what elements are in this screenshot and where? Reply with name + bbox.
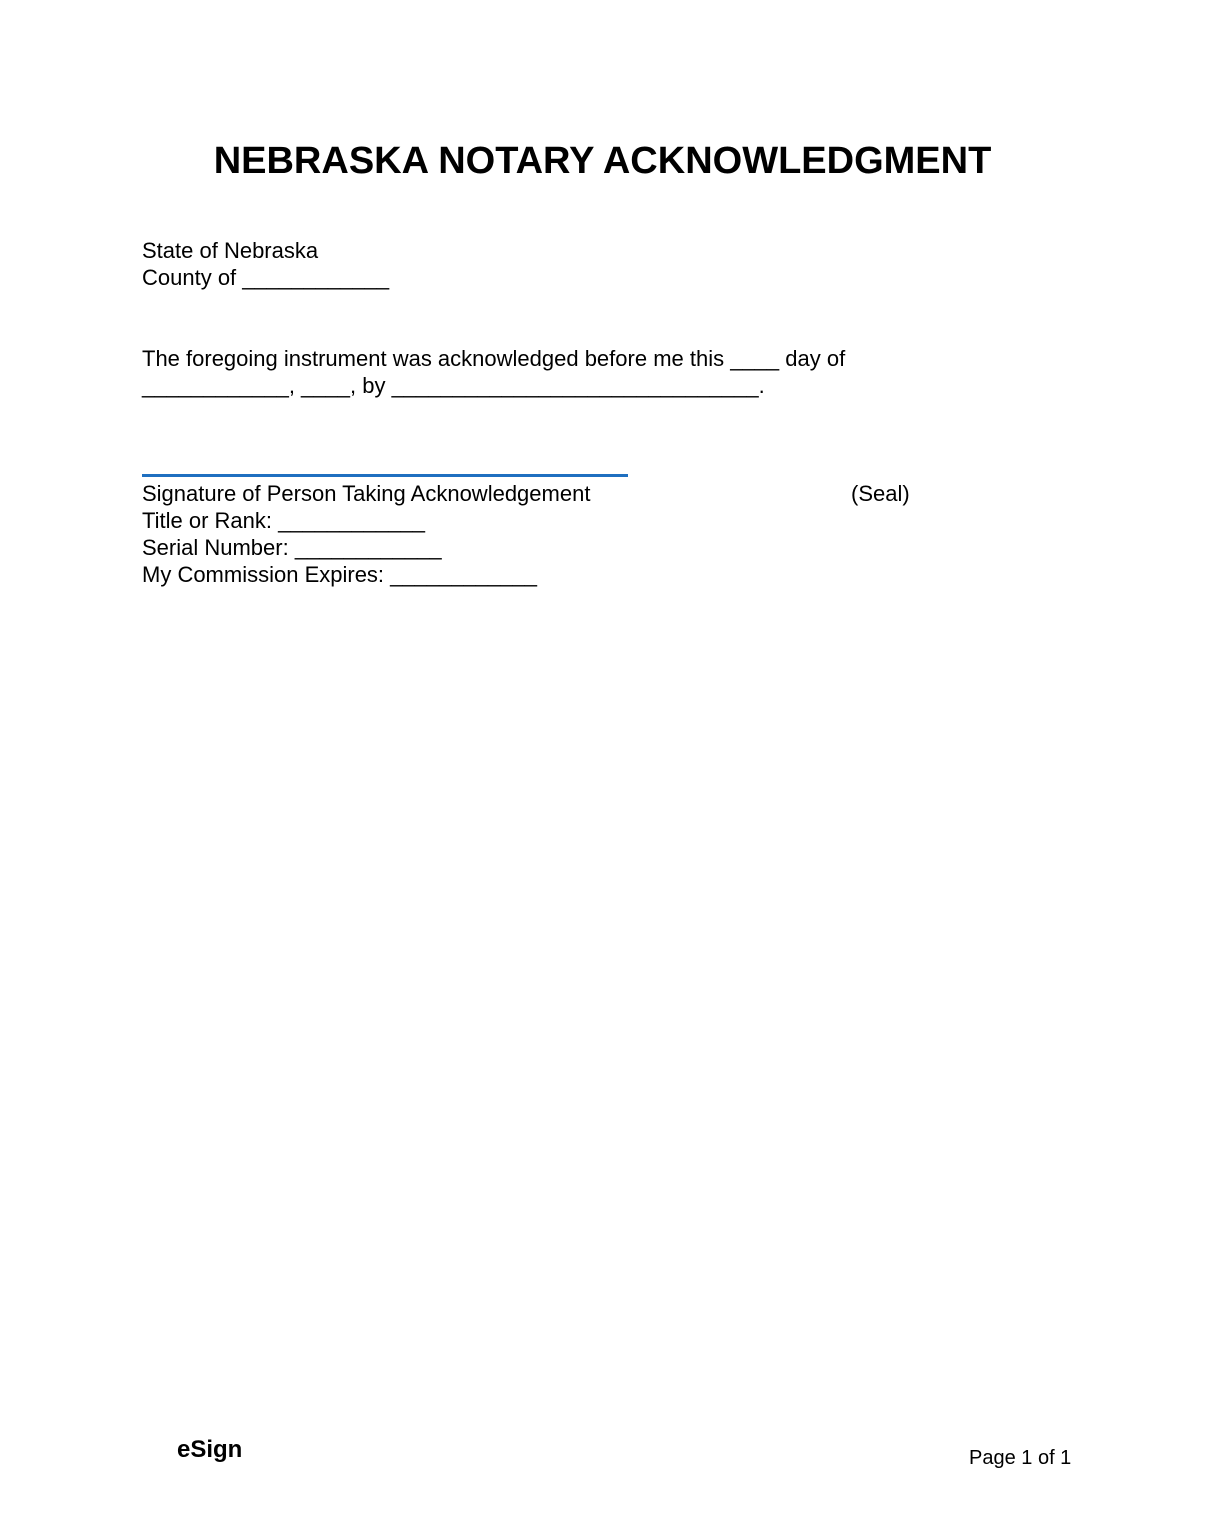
title-or-rank-field[interactable]: Title or Rank: ____________: [142, 508, 425, 533]
state-line: State of Nebraska: [142, 238, 319, 263]
commission-expires-field[interactable]: My Commission Expires: ____________: [142, 562, 537, 587]
document-title: NEBRASKA NOTARY ACKNOWLEDGMENT: [213, 140, 992, 182]
acknowledgment-statement-line-2[interactable]: ____________, ____, by ______________________________.: [142, 373, 765, 398]
signature-label: Signature of Person Taking Acknowledgement: [142, 481, 591, 506]
page-indicator: Page 1 of 1: [969, 1447, 1072, 1469]
county-field[interactable]: County of ____________: [142, 265, 390, 290]
signature-line[interactable]: [142, 474, 628, 477]
acknowledgment-statement-line-1[interactable]: The foregoing instrument was acknowledged before me this ____ day of: [142, 346, 846, 371]
serial-number-field[interactable]: Serial Number: ____________: [142, 535, 442, 560]
esign-logo: eSign: [177, 1436, 243, 1463]
seal-label: (Seal): [851, 481, 910, 506]
